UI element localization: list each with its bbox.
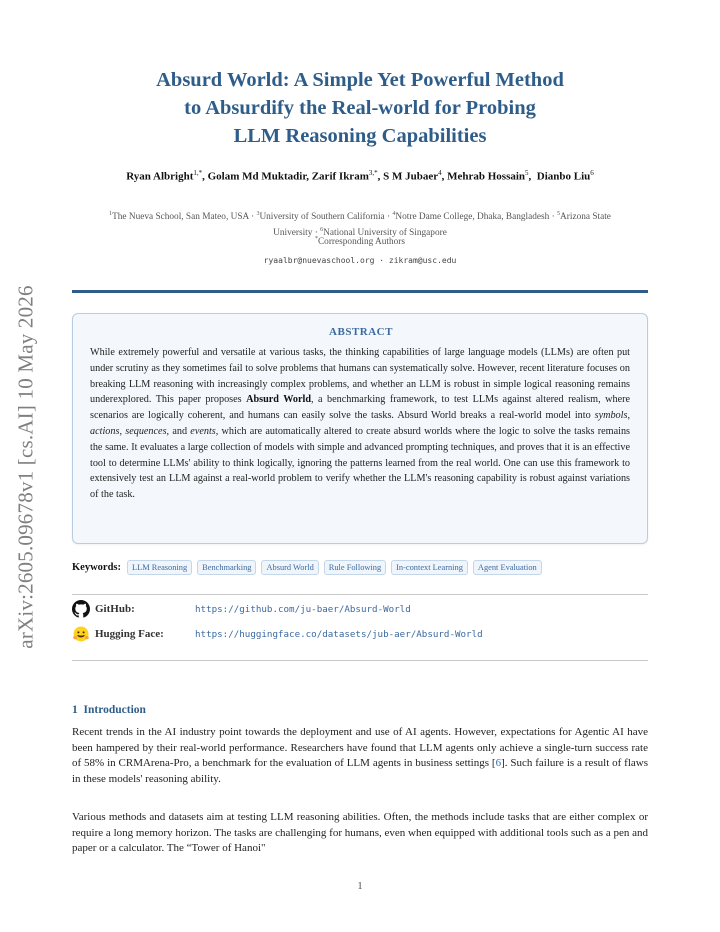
author-affiliation-mark: 3,*	[368, 169, 378, 177]
abstract-heading: ABSTRACT	[329, 326, 393, 338]
author-emails: ryaalbr@nuevaschool.org · zikram@usc.edu	[263, 256, 457, 265]
keywords-row	[72, 559, 662, 575]
author-name: Mehrab Hossain	[447, 170, 526, 183]
author-affiliation-mark: 4	[438, 169, 442, 177]
section-number: 1	[72, 704, 78, 716]
paper-title	[72, 66, 648, 150]
keyword-tag: Benchmarking	[197, 560, 256, 575]
keyword-tag: Absurd World	[261, 560, 318, 575]
page-number: 1	[357, 881, 363, 892]
author-name: Zarif Ikram	[311, 170, 369, 183]
header-divider	[72, 290, 648, 293]
author-name: Golam Md Muktadir	[207, 170, 307, 183]
github-label: GitHub:	[95, 603, 135, 615]
affiliation: Notre Dame College, Dhaka, Bangladesh	[395, 212, 550, 223]
affiliation: Arizona State University	[273, 212, 611, 238]
corresponding-authors-note: *Corresponding Authors	[314, 236, 406, 248]
title-line: to Absurdify the Real-world for Probing	[184, 97, 536, 119]
hugging-face-link-row	[72, 625, 483, 643]
links-divider-top	[72, 594, 648, 595]
section-title: Introduction	[83, 704, 146, 716]
affiliation: The Nueva School, San Mateo, USA	[112, 212, 249, 223]
arxiv-identifier: arXiv:2605.09678v1 [cs.AI] 10 May 2026	[13, 285, 38, 649]
affiliation: University of Southern California	[259, 212, 385, 223]
keyword-tag: In-context Learning	[391, 560, 468, 575]
github-icon	[72, 600, 90, 618]
author-name: Ryan Albright	[126, 170, 194, 183]
author-name: Dianbo Liu	[536, 170, 591, 183]
affiliations: $^1$The Nueva School, San Mateo, USA · $^3$University of Southern California · $^4$Notre Dame College, Dhaka, Bangladesh · $^5$Arizona State University · $^6$National University of Singapore	[109, 211, 611, 238]
hugging-face-label: Hugging Face:	[95, 628, 164, 640]
links-divider-bottom	[72, 660, 648, 661]
keyword-tag: Rule Following	[324, 560, 386, 575]
citation-link[interactable]: 6	[495, 757, 502, 769]
github-url-link[interactable]: https://github.com/ju-baer/Absurd-World	[195, 603, 411, 615]
abstract-text: While extremely powerful and versatile at various tasks, the thinking capabilities of large language models (LLMs) are often put under scrutiny as they sometimes fail to solve problems that humans can systematically solve. However, recent literature focuses on breaking LLM reasoning with increasingly complex problems, and whether an LLM is robust in simple logical reasoning remains underexplored. This paper proposes Absurd World, a benchmarking framework, to test LLMs against altered realism, where scenarios are logically coherent, and humans can easily solve the tasks. Absurd World breaks a real-world model into symbols, actions, sequences, and events, which are automatically altered to create absurd worlds where the logic to solve the tasks remains the same. It evaluates a large collection of models with simple and advanced prompting techniques, and proves that it is an effective tool to determine LLMs' ability to think logically, ignoring the patterns learned from the real world. One can use this framework to extensively test an LLM against a real-world problem to verify whether the LLM's reasoning capability is robust against variations of the task.	[90, 347, 631, 501]
affiliation: National University of Singapore	[323, 227, 447, 238]
abstract-box	[72, 313, 648, 544]
title-line: LLM Reasoning Capabilities	[233, 125, 487, 147]
hugging-face-icon	[72, 625, 90, 643]
intro-paragraph-2: Various methods and datasets aim at testing LLM reasoning abilities. Often, the methods include tasks that are either complex or require a long memory horizon. The tasks are challenging for humans, even when equipped with additional tools such as a pen and paper or a calculator. The “Tower of Hanoi"	[72, 811, 648, 854]
github-link-row	[72, 600, 411, 618]
author-affiliation-mark: 6	[590, 169, 594, 177]
section-heading	[72, 704, 146, 716]
keyword-tag: LLM Reasoning	[127, 560, 192, 575]
intro-paragraph-1: Recent trends in the AI industry point towards the deployment and use of AI agents. However, expectations for Agentic AI have been hampered by their real-world performance. Researchers have found that LLM agents only achieve a single-turn success rate of 58% in CRMArena-Pro, a benchmark for the evaluation of LLM agents in business settings [6]. Such failure is a result of flaws in these models' reasoning ability.	[72, 726, 649, 785]
hugging-face-url-link[interactable]: https://huggingface.co/datasets/jub-aer/Absurd-World	[195, 628, 483, 640]
keyword-tag: Agent Evaluation	[473, 560, 542, 575]
framework-name: Absurd World	[246, 394, 312, 406]
author-affiliation-mark: 5	[525, 169, 529, 177]
author-affiliation-mark: 1,*	[193, 169, 203, 177]
author-list: Ryan Albright$^{1,*}$, Golam Md Muktadir, Zarif Ikram$^{3,*}$, S M Jubaer$^4$, Mehrab Hossain$^5$, Dianbo Liu$^6$	[126, 169, 594, 183]
author-name: S M Jubaer	[383, 170, 439, 183]
keywords-label: Keywords:	[72, 561, 121, 573]
title-line: Absurd World: A Simple Yet Powerful Method	[156, 69, 564, 91]
